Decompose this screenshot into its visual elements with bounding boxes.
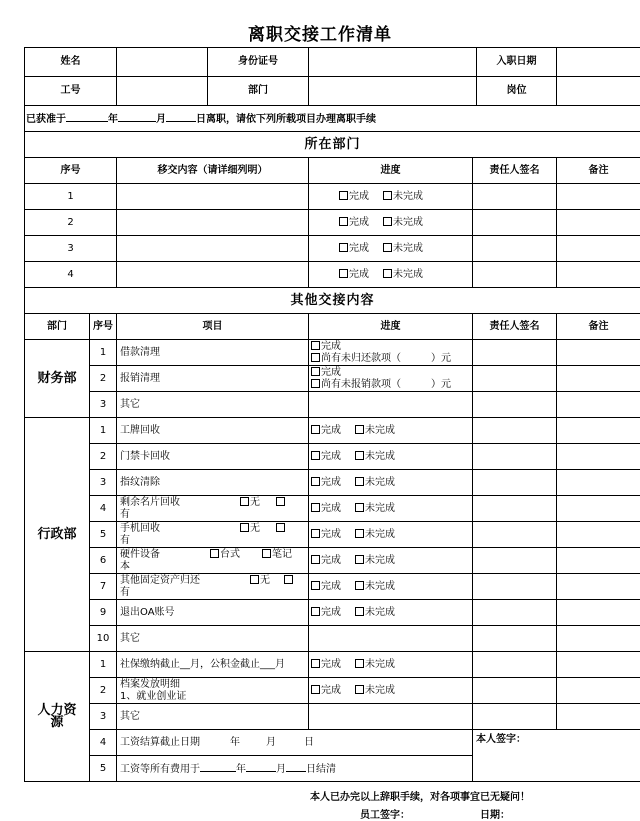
remark-field[interactable] bbox=[557, 444, 640, 470]
col-dept-header: 部门 bbox=[25, 314, 90, 340]
finance-row bbox=[25, 340, 640, 366]
col-sign-header: 责任人签名 bbox=[473, 314, 557, 340]
progress-cell: 完成 未完成 bbox=[309, 418, 473, 444]
progress-cell: 完成 未完成 bbox=[309, 184, 473, 210]
item-cell: 档案发放明细 1、就业创业证 bbox=[117, 678, 309, 704]
settle-year-blank[interactable] bbox=[200, 762, 236, 772]
not-done-checkbox[interactable] bbox=[383, 269, 392, 278]
admin-row bbox=[25, 600, 640, 626]
row-number: 1 bbox=[90, 652, 117, 678]
sign-field[interactable] bbox=[473, 704, 557, 730]
col-no-header: 序号 bbox=[25, 158, 117, 184]
progress-cell: 完成 尚有未报销款项（ ）元 bbox=[309, 366, 473, 392]
col-remark-header: 备注 bbox=[557, 158, 640, 184]
footer-statement: 本人已办完以上辞职手续，对各项事宜已无疑问！ bbox=[310, 792, 530, 803]
has-checkbox[interactable] bbox=[276, 497, 285, 506]
col-sign-header: 责任人签名 bbox=[473, 158, 557, 184]
admin-row bbox=[25, 496, 640, 522]
admin-row bbox=[25, 574, 640, 600]
hr-row bbox=[25, 678, 640, 704]
section-dept-header-row bbox=[25, 158, 640, 184]
remark-field[interactable] bbox=[557, 652, 640, 678]
sign-field[interactable] bbox=[473, 678, 557, 704]
remark-field[interactable] bbox=[557, 626, 640, 652]
item-label: 报销清理 bbox=[117, 366, 309, 392]
settlement-cell: 工资等所有费用于 年 月 日结清 bbox=[117, 756, 473, 782]
progress-cell bbox=[309, 704, 473, 730]
done-checkbox[interactable] bbox=[339, 217, 348, 226]
item-label: 其它 bbox=[117, 704, 309, 730]
hr-row bbox=[25, 704, 640, 730]
done-checkbox[interactable] bbox=[311, 477, 320, 486]
not-done-checkbox[interactable] bbox=[355, 425, 364, 434]
dept-row bbox=[25, 262, 640, 288]
id-label: 身份证号 bbox=[238, 56, 278, 67]
has-checkbox[interactable] bbox=[276, 523, 285, 532]
remark-field[interactable] bbox=[557, 418, 640, 444]
admin-row bbox=[25, 522, 640, 548]
header-row-1 bbox=[25, 48, 640, 77]
item-cell: 其他固定资产归还 无 有 bbox=[117, 574, 309, 600]
item-cell: 剩余名片回收 无 有 bbox=[117, 496, 309, 522]
sign-field[interactable] bbox=[473, 392, 557, 418]
item-label: 其它 bbox=[117, 392, 309, 418]
not-done-checkbox[interactable] bbox=[383, 243, 392, 252]
sign-field[interactable] bbox=[473, 548, 557, 574]
done-checkbox[interactable] bbox=[339, 191, 348, 200]
row-number: 4 bbox=[25, 262, 117, 288]
done-checkbox[interactable] bbox=[311, 659, 320, 668]
handover-table bbox=[24, 47, 640, 782]
row-number: 4 bbox=[90, 730, 117, 756]
progress-cell: 完成 未完成 bbox=[309, 548, 473, 574]
remark-field[interactable] bbox=[557, 574, 640, 600]
row-number: 1 bbox=[90, 340, 117, 366]
employee-sign-label: 员工签字： bbox=[360, 810, 410, 821]
col-remark-header: 备注 bbox=[557, 314, 640, 340]
admin-row bbox=[25, 626, 640, 652]
row-number: 10 bbox=[90, 626, 117, 652]
not-done-checkbox[interactable] bbox=[355, 581, 364, 590]
section-dept-title-row bbox=[25, 132, 640, 158]
sign-field[interactable] bbox=[473, 340, 557, 366]
dept-row bbox=[25, 210, 640, 236]
approval-month-blank[interactable] bbox=[118, 112, 156, 122]
row-number: 9 bbox=[90, 600, 117, 626]
remark-field[interactable] bbox=[557, 236, 640, 262]
remark-field[interactable] bbox=[557, 210, 640, 236]
progress-cell bbox=[309, 626, 473, 652]
finance-row bbox=[25, 392, 640, 418]
hr-row bbox=[25, 730, 640, 756]
not-done-checkbox[interactable] bbox=[355, 477, 364, 486]
done-checkbox[interactable] bbox=[311, 685, 320, 694]
section-other-title-row bbox=[25, 288, 640, 314]
remark-field[interactable] bbox=[557, 392, 640, 418]
row-number: 3 bbox=[90, 704, 117, 730]
remark-field[interactable] bbox=[557, 262, 640, 288]
progress-cell: 完成 未完成 bbox=[309, 444, 473, 470]
section-other-header-row bbox=[25, 314, 640, 340]
settle-month-blank[interactable] bbox=[246, 762, 276, 772]
remark-field[interactable] bbox=[557, 548, 640, 574]
not-done-checkbox[interactable] bbox=[355, 451, 364, 460]
id-field[interactable] bbox=[309, 48, 477, 76]
row-number: 2 bbox=[25, 210, 117, 236]
sign-field[interactable] bbox=[473, 418, 557, 444]
dept-field[interactable] bbox=[309, 77, 477, 105]
handover-content-field[interactable] bbox=[117, 184, 309, 210]
sign-field[interactable] bbox=[473, 444, 557, 470]
col-content-header: 移交内容（请详细列明） bbox=[117, 158, 309, 184]
header-row-2 bbox=[25, 77, 640, 106]
item-label: 门禁卡回收 bbox=[117, 444, 309, 470]
item-label: 其它 bbox=[117, 626, 309, 652]
row-number: 3 bbox=[90, 470, 117, 496]
admin-row bbox=[25, 444, 640, 470]
sign-field[interactable] bbox=[473, 470, 557, 496]
approval-row bbox=[25, 106, 640, 132]
row-number: 7 bbox=[90, 574, 117, 600]
sign-field[interactable] bbox=[473, 262, 557, 288]
laptop-checkbox[interactable] bbox=[262, 549, 271, 558]
date-label: 日期： bbox=[480, 810, 510, 821]
not-done-checkbox[interactable] bbox=[355, 555, 364, 564]
hr-dept-label: 人力资 源 bbox=[25, 652, 90, 782]
outstanding-checkbox[interactable] bbox=[311, 353, 320, 362]
not-done-checkbox[interactable] bbox=[355, 529, 364, 538]
sign-field[interactable] bbox=[473, 522, 557, 548]
remark-field[interactable] bbox=[557, 522, 640, 548]
item-label: 工牌回收 bbox=[117, 418, 309, 444]
progress-cell: 完成 未完成 bbox=[309, 678, 473, 704]
done-checkbox[interactable] bbox=[339, 269, 348, 278]
admin-row bbox=[25, 418, 640, 444]
col-item-header: 项目 bbox=[117, 314, 309, 340]
done-checkbox[interactable] bbox=[311, 341, 320, 350]
employee-signature-cell[interactable]: 本人签字： bbox=[473, 730, 640, 782]
row-number: 1 bbox=[90, 418, 117, 444]
dept-row bbox=[25, 184, 640, 210]
handover-content-field[interactable] bbox=[117, 262, 309, 288]
finance-row bbox=[25, 366, 640, 392]
progress-cell: 完成 未完成 bbox=[309, 574, 473, 600]
remark-field[interactable] bbox=[557, 184, 640, 210]
done-checkbox[interactable] bbox=[311, 581, 320, 590]
none-checkbox[interactable] bbox=[240, 523, 249, 532]
progress-cell: 完成 未完成 bbox=[309, 236, 473, 262]
not-done-checkbox[interactable] bbox=[355, 659, 364, 668]
remark-field[interactable] bbox=[557, 340, 640, 366]
sign-field[interactable] bbox=[473, 184, 557, 210]
position-field[interactable] bbox=[557, 77, 640, 106]
sign-field[interactable] bbox=[473, 652, 557, 678]
done-checkbox[interactable] bbox=[339, 243, 348, 252]
done-checkbox[interactable] bbox=[311, 425, 320, 434]
has-checkbox[interactable] bbox=[284, 575, 293, 584]
handover-content-field[interactable] bbox=[117, 210, 309, 236]
row-number: 4 bbox=[90, 496, 117, 522]
progress-cell: 完成 未完成 bbox=[309, 600, 473, 626]
approval-text: 已获准于 年 月 日离职，请依下列所载项目办理离职手续 bbox=[25, 106, 640, 132]
row-number: 2 bbox=[90, 678, 117, 704]
none-checkbox[interactable] bbox=[250, 575, 259, 584]
not-done-checkbox[interactable] bbox=[355, 607, 364, 616]
approval-day-blank[interactable] bbox=[166, 112, 196, 122]
admin-dept-label: 行政部 bbox=[25, 418, 90, 652]
progress-cell bbox=[309, 392, 473, 418]
entry-date-field[interactable] bbox=[557, 48, 640, 77]
remark-field[interactable] bbox=[557, 678, 640, 704]
remark-field[interactable] bbox=[557, 704, 640, 730]
entry-date-label: 入职日期 bbox=[496, 56, 537, 67]
row-number: 6 bbox=[90, 548, 117, 574]
admin-row bbox=[25, 470, 640, 496]
progress-cell: 完成 未完成 bbox=[309, 652, 473, 678]
done-checkbox[interactable] bbox=[311, 451, 320, 460]
progress-cell: 完成 尚有未归还款项（ ）元 bbox=[309, 340, 473, 366]
row-number: 3 bbox=[25, 236, 117, 262]
progress-cell: 完成 未完成 bbox=[309, 262, 473, 288]
not-done-checkbox[interactable] bbox=[355, 685, 364, 694]
form-title: 离职交接工作清单 bbox=[248, 25, 392, 45]
col-no-header: 序号 bbox=[90, 314, 117, 340]
done-checkbox[interactable] bbox=[311, 529, 320, 538]
row-number: 5 bbox=[90, 756, 117, 782]
row-number: 2 bbox=[90, 444, 117, 470]
col-progress-header: 进度 bbox=[309, 158, 473, 184]
row-number: 3 bbox=[90, 392, 117, 418]
progress-cell: 完成 未完成 bbox=[309, 496, 473, 522]
sign-field[interactable] bbox=[473, 626, 557, 652]
progress-cell: 完成 未完成 bbox=[309, 210, 473, 236]
remark-field[interactable] bbox=[557, 600, 640, 626]
footer-sign-line bbox=[360, 806, 510, 821]
finance-dept-label: 财务部 bbox=[25, 340, 90, 418]
item-label: 借款清理 bbox=[117, 340, 309, 366]
approval-year-blank[interactable] bbox=[66, 112, 108, 122]
section-other-title: 其他交接内容 bbox=[25, 288, 640, 314]
sign-field[interactable] bbox=[473, 366, 557, 392]
row-number: 5 bbox=[90, 522, 117, 548]
col-progress-header: 进度 bbox=[309, 314, 473, 340]
item-cell: 手机回收 无 有 bbox=[117, 522, 309, 548]
not-done-checkbox[interactable] bbox=[383, 191, 392, 200]
done-checkbox[interactable] bbox=[311, 607, 320, 616]
position-label: 岗位 bbox=[506, 85, 527, 96]
none-checkbox[interactable] bbox=[240, 497, 249, 506]
done-checkbox[interactable] bbox=[311, 555, 320, 564]
hr-row bbox=[25, 652, 640, 678]
item-label: 退出OA账号 bbox=[117, 600, 309, 626]
row-number: 1 bbox=[25, 184, 117, 210]
desktop-checkbox[interactable] bbox=[210, 549, 219, 558]
sign-field[interactable] bbox=[473, 210, 557, 236]
salary-cutoff-cell: 工资结算截止日期 年 月 日 bbox=[117, 730, 473, 756]
employee-no-field[interactable] bbox=[117, 77, 208, 105]
outstanding-checkbox[interactable] bbox=[311, 379, 320, 388]
done-checkbox[interactable] bbox=[311, 367, 320, 376]
sign-field[interactable] bbox=[473, 574, 557, 600]
sign-field[interactable] bbox=[473, 236, 557, 262]
dept-label: 部门 bbox=[248, 85, 268, 96]
not-done-checkbox[interactable] bbox=[383, 217, 392, 226]
employee-no-label: 工号 bbox=[25, 77, 117, 106]
not-done-checkbox[interactable] bbox=[355, 503, 364, 512]
remark-field[interactable] bbox=[557, 496, 640, 522]
settle-day-blank[interactable] bbox=[286, 762, 306, 772]
item-cell: 硬件设备 台式 笔记 本 bbox=[117, 548, 309, 574]
sign-field[interactable] bbox=[473, 600, 557, 626]
item-label: 社保缴纳截止__月，公积金截止___月 bbox=[117, 652, 309, 678]
progress-cell: 完成 未完成 bbox=[309, 470, 473, 496]
item-label: 指纹清除 bbox=[117, 470, 309, 496]
row-number: 2 bbox=[90, 366, 117, 392]
progress-cell: 完成 未完成 bbox=[309, 522, 473, 548]
handover-content-field[interactable] bbox=[117, 236, 309, 262]
admin-row bbox=[25, 548, 640, 574]
name-label: 姓名 bbox=[25, 48, 117, 77]
remark-field[interactable] bbox=[557, 366, 640, 392]
section-dept-title: 所在部门 bbox=[25, 132, 640, 158]
name-field[interactable] bbox=[117, 48, 208, 76]
dept-row bbox=[25, 236, 640, 262]
done-checkbox[interactable] bbox=[311, 503, 320, 512]
remark-field[interactable] bbox=[557, 470, 640, 496]
sign-field[interactable] bbox=[473, 496, 557, 522]
